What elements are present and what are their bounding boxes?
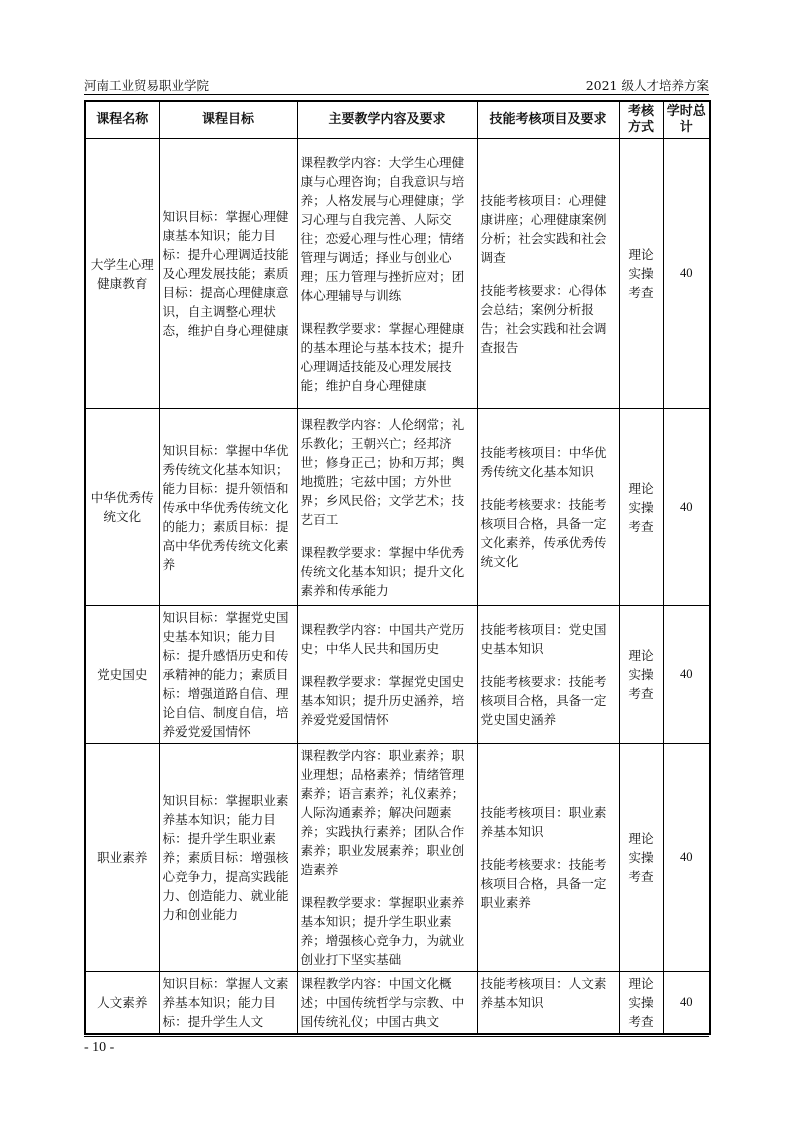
- assessment-method: 理论实操考查: [619, 409, 663, 606]
- skill-req-text: 技能考核要求：技能考核项目合格，具备一定职业素养: [480, 857, 607, 910]
- course-name: 党史国史: [85, 606, 159, 744]
- content-text: 课程教学内容：大学生心理健康与心理咨询；自我意识与培养；人格发展与心理健康；学习心理与自我完善、人际交往；恋爱心理与性心理；情绪管理与调适；择业与创业心理；压力管理与挫折应对；团体心理辅导与训练: [300, 154, 465, 303]
- table-row: [85, 606, 710, 744]
- col-header-hours: 学时总计: [663, 101, 710, 139]
- total-hours: 40: [663, 139, 710, 409]
- table-row: [85, 139, 710, 409]
- header-doc-title: 2021 级人才培养方案: [585, 78, 709, 93]
- requirement-text: 课程教学要求：掌握党史国史基本知识；提升历史涵养，培养爱党爱国情怀: [300, 674, 465, 727]
- skill-item-text: 技能考核项目：中华优秀传统文化基本知识: [480, 445, 607, 479]
- course-skill: [477, 744, 619, 972]
- total-hours: 40: [663, 409, 710, 606]
- course-goal: 知识目标：掌握人文素养基本知识；能力目标：提升学生人文: [159, 972, 297, 1035]
- course-content: [297, 139, 477, 409]
- total-hours: 40: [663, 972, 710, 1035]
- requirement-text: 课程教学要求：掌握职业素养基本知识；提升学生职业素养；增强核心竞争力，为就业创业打下坚实基础: [300, 895, 465, 967]
- header-school-name: 河南工业贸易职业学院: [84, 78, 210, 93]
- table-row: [85, 972, 710, 1035]
- course-skill: [477, 139, 619, 409]
- course-goal: 知识目标：掌握心理健康基本知识；能力目标：提升心理调适技能及心理发展技能；素质目标：提高心理健康意识，自主调整心理状态，维护自身心理健康: [159, 139, 297, 409]
- col-header-assessment: 考核方式: [619, 101, 663, 139]
- table-row: [85, 409, 710, 606]
- requirement-text: 课程教学要求：掌握中华优秀传统文化基本知识；提升文化素养和传承能力: [300, 544, 465, 598]
- course-goal: 知识目标：掌握中华优秀传统文化基本知识；能力目标：提升领悟和传承中华优秀传统文化的能力；素质目标：提高中华优秀传统文化素养: [159, 409, 297, 606]
- course-content: [297, 744, 477, 972]
- page-header: [84, 74, 709, 95]
- col-header-course-name: 课程名称: [85, 101, 159, 139]
- content-text: 课程教学内容：中国共产党历史；中华人民共和国历史: [300, 622, 465, 656]
- course-name: 职业素养: [85, 744, 159, 972]
- skill-item-text: 技能考核项目：党史国史基本知识: [480, 622, 607, 656]
- col-header-skill: 技能考核项目及要求: [477, 101, 619, 139]
- course-name: 人文素养: [85, 972, 159, 1035]
- content-text: 课程教学内容：人伦纲常；礼乐教化；王朝兴亡；经邦济世；修身正己；协和万邦；舆地揽胜；宅兹中国；方外世界；乡风民俗；文学艺术；技艺百工: [300, 416, 465, 527]
- content-text: 课程教学内容：职业素养；职业理想；品格素养；情绪管理素养；语言素养；礼仪素养；人际沟通素养；解决问题素养；实践执行素养；团队合作素养；职业发展素养；职业创造素养: [300, 748, 465, 877]
- course-skill: 技能考核项目：人文素养基本知识: [477, 972, 619, 1035]
- skill-req-text: 技能考核要求：技能考核项目合格，具备一定文化素养，传承优秀传统文化: [480, 497, 607, 569]
- footer-rule: [84, 1036, 709, 1037]
- col-header-content: 主要教学内容及要求: [297, 101, 477, 139]
- skill-req-text: 技能考核要求：心得体会总结；案例分析报告；社会实践和社会调查报告: [480, 282, 607, 355]
- col-header-course-goal: 课程目标: [159, 101, 297, 139]
- total-hours: 40: [663, 606, 710, 744]
- course-skill: [477, 606, 619, 744]
- course-content: [297, 409, 477, 606]
- curriculum-table: [84, 100, 711, 1035]
- course-name: 中华优秀传统文化: [85, 409, 159, 606]
- course-content: 课程教学内容：中国文化概述；中国传统哲学与宗教、中国传统礼仪；中国古典文: [297, 972, 477, 1035]
- skill-item-text: 技能考核项目：职业素养基本知识: [480, 805, 607, 839]
- skill-item-text: 技能考核项目：心理健康讲座；心理健康案例分析；社会实践和社会调查: [480, 192, 607, 265]
- assessment-method: 理论实操考查: [619, 744, 663, 972]
- skill-req-text: 技能考核要求：技能考核项目合格，具备一定党史国史涵养: [480, 674, 607, 727]
- course-goal: 知识目标：掌握职业素养基本知识；能力目标：提升学生职业素养；素质目标：增强核心竞争力，提高实践能力、创造能力、就业能力和创业能力: [159, 744, 297, 972]
- course-name: 大学生心理健康教育: [85, 139, 159, 409]
- assessment-method: 理论实操考查: [619, 606, 663, 744]
- total-hours: 40: [663, 744, 710, 972]
- table-header-row: [85, 101, 710, 139]
- course-skill: [477, 409, 619, 606]
- assessment-method: 理论实操考查: [619, 139, 663, 409]
- page-number: - 10 -: [84, 1040, 115, 1055]
- course-goal: 知识目标：掌握党史国史基本知识；能力目标：提升感悟历史和传承精神的能力；素质目标：增强道路自信、理论自信、制度自信，培养爱党爱国情怀: [159, 606, 297, 744]
- table-row: [85, 744, 710, 972]
- course-content: [297, 606, 477, 744]
- assessment-method: 理论实操考查: [619, 972, 663, 1035]
- requirement-text: 课程教学要求：掌握心理健康的基本理论与基本技术；提升心理调适技能及心理发展技能；维护自身心理健康: [300, 320, 465, 393]
